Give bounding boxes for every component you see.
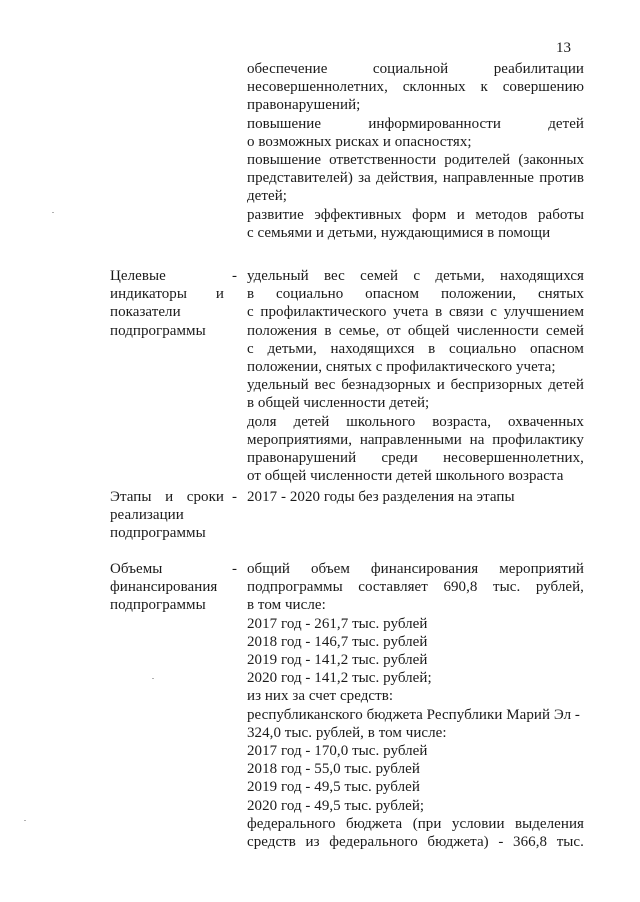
word: в bbox=[247, 286, 255, 303]
word: ответственности bbox=[329, 152, 437, 168]
word: удельный bbox=[247, 377, 309, 394]
word: связи bbox=[448, 304, 484, 321]
word: вес bbox=[324, 268, 345, 284]
text-line bbox=[110, 524, 224, 542]
text-line bbox=[247, 267, 584, 285]
word: эффективных bbox=[314, 206, 402, 223]
word: охваченных bbox=[508, 413, 584, 430]
word: федерального bbox=[329, 834, 418, 850]
word: мероприятий bbox=[499, 561, 584, 577]
text-line bbox=[247, 431, 584, 449]
label-dash: - bbox=[232, 489, 237, 505]
word: детьми, bbox=[435, 268, 485, 284]
word: - bbox=[498, 834, 504, 850]
word: и bbox=[215, 286, 224, 303]
word: находящихся bbox=[330, 340, 415, 357]
word: из них за счет средств: bbox=[247, 688, 394, 705]
word: семей bbox=[546, 322, 584, 339]
word: и bbox=[165, 489, 174, 505]
text-line bbox=[110, 303, 224, 321]
word: о возможных рисках и опасностях; bbox=[247, 133, 472, 150]
text-line bbox=[247, 687, 584, 705]
word: родителей bbox=[444, 152, 511, 168]
text-line bbox=[247, 778, 584, 796]
label-dash: - bbox=[232, 561, 237, 577]
word: республиканского бюджета Республики Марий Эл - bbox=[247, 706, 580, 723]
text-line bbox=[247, 187, 584, 205]
word: (законных bbox=[518, 152, 584, 168]
word: Целевые bbox=[110, 268, 166, 284]
word: направленными bbox=[359, 431, 462, 448]
text-line bbox=[247, 815, 584, 833]
text-line bbox=[247, 285, 584, 303]
word: детей bbox=[548, 377, 584, 394]
word: тыс. bbox=[556, 834, 584, 850]
word: сроки bbox=[186, 489, 224, 505]
text-line bbox=[247, 303, 584, 321]
word: школьного bbox=[346, 413, 416, 430]
text-line bbox=[247, 615, 584, 633]
text-line bbox=[247, 467, 584, 485]
word: детей bbox=[293, 413, 330, 430]
word: несовершеннолетних, bbox=[443, 450, 584, 466]
word: с семьями и детьми, нуждающимися в помощи bbox=[247, 224, 551, 241]
word: из bbox=[305, 834, 320, 850]
word: опасном bbox=[365, 286, 420, 303]
word: в том числе: bbox=[247, 597, 326, 614]
text-line bbox=[247, 706, 584, 724]
text-line bbox=[110, 506, 224, 524]
word: беспризорных bbox=[450, 377, 543, 394]
word: за bbox=[358, 170, 371, 187]
word: в bbox=[428, 340, 436, 357]
word: финансирования bbox=[110, 579, 218, 596]
word: численности bbox=[456, 322, 539, 339]
text-line bbox=[110, 578, 224, 596]
word: детей; bbox=[247, 188, 287, 205]
page-number: 13 bbox=[556, 40, 571, 56]
word: финансирования bbox=[370, 561, 479, 577]
text-line bbox=[110, 596, 224, 614]
word: и bbox=[436, 377, 445, 394]
word: бюджета bbox=[345, 815, 403, 832]
word: развитие bbox=[247, 206, 304, 223]
word: 324,0 тыс. рублей, в том числе: bbox=[247, 724, 447, 741]
label-dash: - bbox=[232, 268, 237, 284]
word: среди bbox=[381, 450, 418, 466]
word: 2017 - 2020 годы без разделения на этапы bbox=[247, 489, 515, 505]
text-line bbox=[110, 488, 224, 506]
word: с bbox=[413, 268, 421, 284]
scan-speck bbox=[24, 820, 26, 821]
word: действия, bbox=[375, 170, 438, 187]
scan-speck bbox=[52, 212, 54, 213]
word: учета bbox=[393, 304, 429, 321]
word: несовершеннолетних, bbox=[247, 79, 388, 96]
text-line bbox=[247, 358, 584, 376]
word: рублей, bbox=[535, 579, 584, 596]
text-line bbox=[110, 560, 224, 578]
word: бюджета) bbox=[427, 834, 489, 850]
text-line bbox=[247, 488, 584, 506]
text-line bbox=[247, 60, 584, 78]
word: социально bbox=[449, 340, 517, 357]
text-line bbox=[110, 267, 224, 285]
label-target-indicators bbox=[110, 267, 224, 340]
word: социальной bbox=[372, 61, 449, 77]
text-line bbox=[247, 151, 584, 169]
word: Этапы bbox=[110, 489, 152, 505]
word: выделения bbox=[514, 815, 584, 832]
word: 2017 год - 170,0 тыс. рублей bbox=[247, 743, 428, 759]
word: в bbox=[324, 322, 332, 339]
text-line bbox=[247, 133, 584, 151]
word: подпрограммы bbox=[110, 525, 206, 542]
label-financing bbox=[110, 560, 224, 615]
word: реабилитации bbox=[493, 61, 584, 77]
word: составляет bbox=[358, 579, 428, 596]
text-line bbox=[247, 449, 584, 467]
word: 366,8 bbox=[513, 834, 548, 850]
text-line bbox=[247, 651, 584, 669]
word: с bbox=[247, 340, 254, 357]
word: реализации bbox=[110, 507, 184, 524]
word: возраста, bbox=[432, 413, 492, 430]
word: работы bbox=[537, 206, 584, 223]
word: к bbox=[480, 79, 488, 96]
word: совершению bbox=[502, 79, 584, 96]
word: и bbox=[456, 206, 465, 223]
text-line bbox=[247, 633, 584, 651]
word: опасном bbox=[530, 340, 584, 357]
text-line bbox=[110, 285, 224, 303]
word: 2018 год - 55,0 тыс. рублей bbox=[247, 761, 420, 778]
word: объем bbox=[310, 561, 350, 577]
word: повышение bbox=[247, 115, 322, 132]
word: положения bbox=[247, 322, 318, 339]
label-stages bbox=[110, 488, 224, 543]
word: 2017 год - 261,7 тыс. рублей bbox=[247, 615, 428, 632]
word: Объемы bbox=[110, 561, 163, 577]
word: удельный bbox=[247, 268, 309, 284]
word: 690,8 bbox=[443, 579, 478, 596]
word: на bbox=[469, 431, 485, 448]
word: показатели bbox=[110, 304, 181, 321]
text-line bbox=[247, 797, 584, 815]
word: в общей численности детей; bbox=[247, 395, 430, 412]
word: условии bbox=[451, 815, 505, 832]
text-line bbox=[247, 206, 584, 224]
word: доля bbox=[247, 413, 277, 430]
word: подпрограммы bbox=[247, 579, 343, 596]
word: положении, bbox=[440, 286, 517, 303]
word: правонарушений; bbox=[247, 97, 361, 114]
text-line bbox=[247, 376, 584, 394]
word: форм bbox=[412, 206, 447, 223]
text-line bbox=[247, 169, 584, 187]
text-line bbox=[247, 96, 584, 114]
word: (при bbox=[412, 815, 442, 832]
text-line bbox=[247, 224, 584, 242]
word: направленные bbox=[442, 170, 535, 187]
word: семье, bbox=[338, 322, 380, 339]
word: индикаторы bbox=[110, 286, 187, 303]
scan-speck bbox=[152, 678, 154, 679]
word: против bbox=[539, 170, 584, 187]
word: подпрограммы bbox=[110, 597, 206, 614]
word: повышение bbox=[247, 152, 322, 168]
word: мероприятиями, bbox=[247, 431, 353, 448]
word: тыс. bbox=[493, 579, 521, 596]
word: находящихся bbox=[500, 268, 584, 284]
text-line bbox=[247, 833, 584, 851]
word: 2018 год - 146,7 тыс. рублей bbox=[247, 633, 428, 650]
word: улучшением bbox=[503, 304, 584, 321]
word: подпрограммы bbox=[110, 322, 206, 339]
text-line bbox=[247, 669, 584, 687]
word: детьми, bbox=[267, 340, 317, 357]
word: положении, снятых с профилактического учета; bbox=[247, 359, 556, 375]
word: общей bbox=[407, 322, 450, 339]
word: склонных bbox=[402, 79, 466, 96]
word: семей bbox=[360, 268, 399, 284]
word: профилактику bbox=[492, 431, 584, 448]
text-line bbox=[247, 115, 584, 133]
text-line bbox=[247, 394, 584, 412]
word: безнадзорных bbox=[341, 377, 431, 394]
word: 2020 год - 49,5 тыс. рублей; bbox=[247, 797, 425, 814]
text-line bbox=[247, 560, 584, 578]
word: профилактического bbox=[260, 304, 387, 321]
text-line bbox=[247, 78, 584, 96]
text-line bbox=[247, 340, 584, 358]
word: информированности bbox=[368, 115, 501, 132]
word: обеспечение bbox=[247, 61, 328, 77]
text-line bbox=[247, 742, 584, 760]
word: общий bbox=[247, 561, 290, 577]
text-line bbox=[247, 322, 584, 340]
word: в bbox=[435, 304, 443, 321]
word: детей bbox=[548, 115, 584, 132]
word: 2019 год - 141,2 тыс. рублей bbox=[247, 652, 428, 668]
word: с bbox=[490, 304, 498, 321]
word: с bbox=[247, 304, 254, 321]
word: вес bbox=[314, 377, 336, 394]
word: представителей) bbox=[247, 170, 353, 187]
word: методов bbox=[475, 206, 528, 223]
text-line bbox=[247, 596, 584, 614]
word: снятых bbox=[537, 286, 584, 303]
text-line bbox=[247, 578, 584, 596]
word: от общей численности детей школьного возраста bbox=[247, 468, 564, 485]
word: 2019 год - 49,5 тыс. рублей bbox=[247, 779, 420, 796]
word: социально bbox=[276, 286, 344, 303]
word: средств bbox=[247, 834, 296, 850]
word: федерального bbox=[247, 815, 336, 832]
text-line bbox=[110, 322, 224, 340]
word: 2020 год - 141,2 тыс. рублей; bbox=[247, 670, 432, 687]
text-line bbox=[247, 724, 584, 742]
word: правонарушений bbox=[247, 450, 357, 466]
text-line bbox=[247, 760, 584, 778]
text-line bbox=[247, 413, 584, 431]
word: от bbox=[386, 322, 401, 339]
